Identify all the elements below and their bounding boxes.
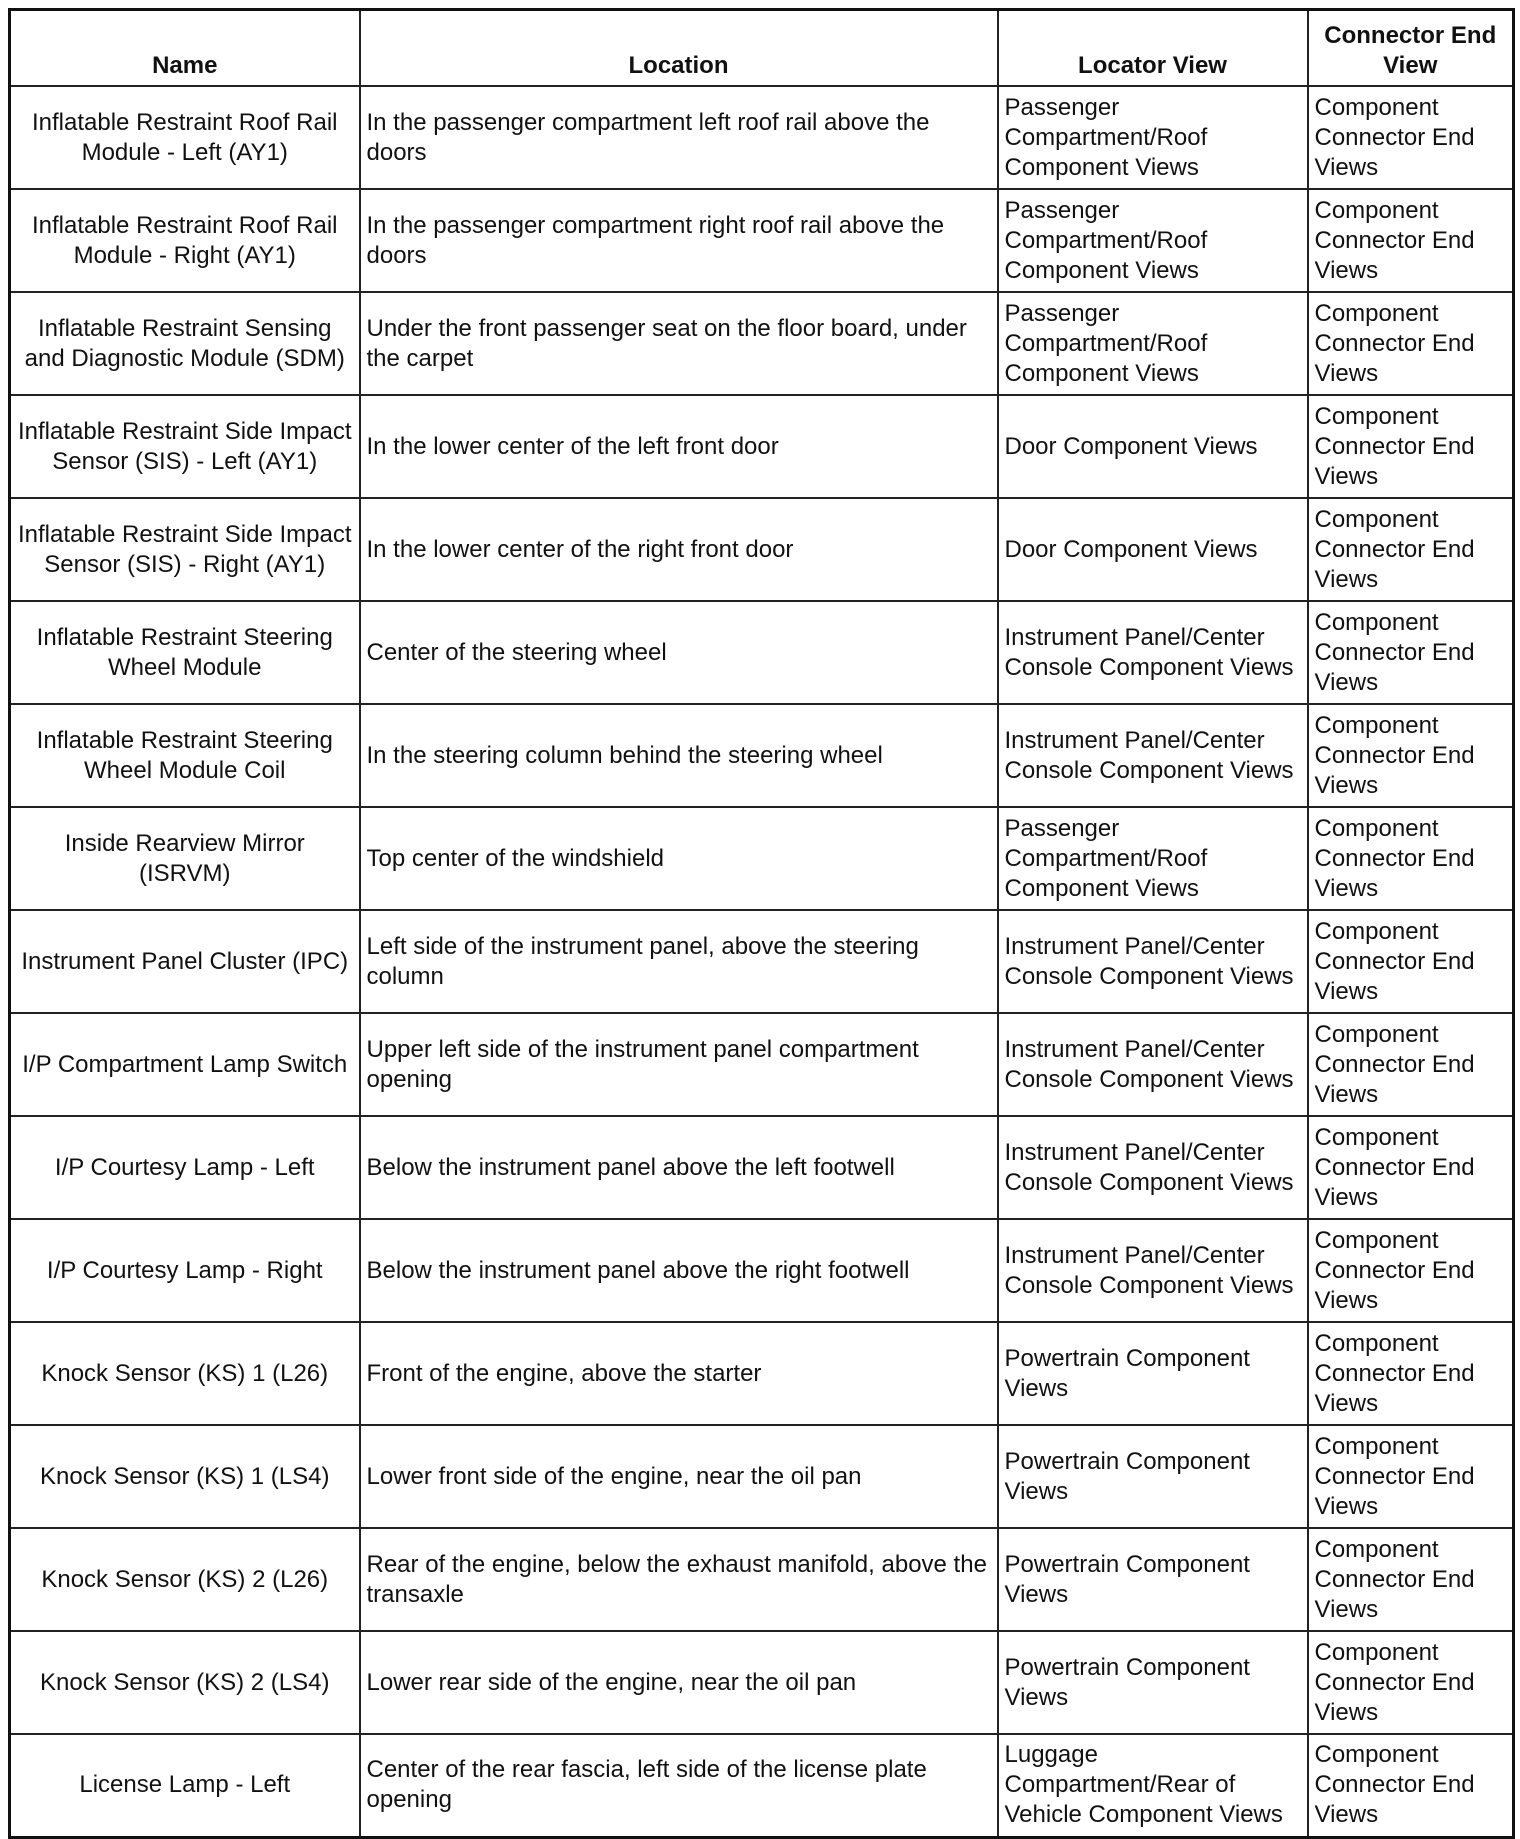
cell-location: In the passenger compartment right roof rail above the doors [360, 189, 998, 292]
cell-connector-end-view: Component Connector End Views [1308, 704, 1514, 807]
cell-location: In the lower center of the right front door [360, 498, 998, 601]
cell-connector-end-view: Component Connector End Views [1308, 807, 1514, 910]
cell-name: License Lamp - Left [10, 1734, 360, 1837]
table-row [10, 189, 1514, 292]
table-row [10, 1013, 1514, 1116]
component-locator-sheet [8, 8, 1512, 1839]
header-name: Name [10, 10, 360, 87]
cell-connector-end-view: Component Connector End Views [1308, 1322, 1514, 1425]
cell-connector-end-view: Component Connector End Views [1308, 1116, 1514, 1219]
cell-locator-view: Passenger Compartment/Roof Component Views [998, 807, 1308, 910]
cell-name: Knock Sensor (KS) 1 (L26) [10, 1322, 360, 1425]
header-connector-end-view: Connector End View [1308, 10, 1514, 87]
cell-locator-view: Instrument Panel/Center Console Component Views [998, 1013, 1308, 1116]
table-row [10, 601, 1514, 704]
table-row [10, 1425, 1514, 1528]
cell-name: I/P Compartment Lamp Switch [10, 1013, 360, 1116]
cell-name: Knock Sensor (KS) 2 (L26) [10, 1528, 360, 1631]
table-row [10, 498, 1514, 601]
header-locator-view: Locator View [998, 10, 1308, 87]
cell-location: In the lower center of the left front door [360, 395, 998, 498]
table-row [10, 1528, 1514, 1631]
cell-locator-view: Passenger Compartment/Roof Component Views [998, 189, 1308, 292]
cell-location: In the steering column behind the steering wheel [360, 704, 998, 807]
header-row [10, 10, 1514, 87]
cell-locator-view: Passenger Compartment/Roof Component Views [998, 86, 1308, 189]
cell-location: Center of the rear fascia, left side of the license plate opening [360, 1734, 998, 1837]
cell-location: In the passenger compartment left roof rail above the doors [360, 86, 998, 189]
cell-connector-end-view: Component Connector End Views [1308, 395, 1514, 498]
cell-name: Inflatable Restraint Side Impact Sensor (SIS) - Right (AY1) [10, 498, 360, 601]
cell-location: Rear of the engine, below the exhaust manifold, above the transaxle [360, 1528, 998, 1631]
cell-locator-view: Instrument Panel/Center Console Component Views [998, 704, 1308, 807]
cell-connector-end-view: Component Connector End Views [1308, 601, 1514, 704]
cell-name: Knock Sensor (KS) 2 (LS4) [10, 1631, 360, 1734]
cell-locator-view: Instrument Panel/Center Console Component Views [998, 601, 1308, 704]
cell-connector-end-view: Component Connector End Views [1308, 292, 1514, 395]
table-row [10, 704, 1514, 807]
cell-locator-view: Door Component Views [998, 498, 1308, 601]
cell-name: Inflatable Restraint Steering Wheel Module Coil [10, 704, 360, 807]
cell-locator-view: Luggage Compartment/Rear of Vehicle Component Views [998, 1734, 1308, 1837]
cell-locator-view: Powertrain Component Views [998, 1425, 1308, 1528]
cell-name: Inflatable Restraint Roof Rail Module - Right (AY1) [10, 189, 360, 292]
cell-connector-end-view: Component Connector End Views [1308, 1425, 1514, 1528]
cell-locator-view: Powertrain Component Views [998, 1528, 1308, 1631]
cell-connector-end-view: Component Connector End Views [1308, 1528, 1514, 1631]
cell-location: Upper left side of the instrument panel compartment opening [360, 1013, 998, 1116]
cell-locator-view: Powertrain Component Views [998, 1322, 1308, 1425]
table-row [10, 807, 1514, 910]
cell-locator-view: Door Component Views [998, 395, 1308, 498]
table-row [10, 910, 1514, 1013]
cell-location: Below the instrument panel above the left footwell [360, 1116, 998, 1219]
cell-name: I/P Courtesy Lamp - Left [10, 1116, 360, 1219]
table-row [10, 1219, 1514, 1322]
table-row [10, 1734, 1514, 1837]
table-row [10, 1322, 1514, 1425]
cell-connector-end-view: Component Connector End Views [1308, 1734, 1514, 1837]
table-row [10, 292, 1514, 395]
cell-connector-end-view: Component Connector End Views [1308, 86, 1514, 189]
table-row [10, 1631, 1514, 1734]
cell-locator-view: Passenger Compartment/Roof Component Views [998, 292, 1308, 395]
cell-location: Center of the steering wheel [360, 601, 998, 704]
table-row [10, 395, 1514, 498]
cell-name: Knock Sensor (KS) 1 (LS4) [10, 1425, 360, 1528]
cell-connector-end-view: Component Connector End Views [1308, 1013, 1514, 1116]
cell-name: Inflatable Restraint Roof Rail Module - Left (AY1) [10, 86, 360, 189]
cell-connector-end-view: Component Connector End Views [1308, 189, 1514, 292]
table-row [10, 1116, 1514, 1219]
cell-name: Inflatable Restraint Steering Wheel Module [10, 601, 360, 704]
cell-connector-end-view: Component Connector End Views [1308, 498, 1514, 601]
cell-location: Top center of the windshield [360, 807, 998, 910]
cell-locator-view: Instrument Panel/Center Console Component Views [998, 1219, 1308, 1322]
table-row [10, 86, 1514, 189]
cell-locator-view: Powertrain Component Views [998, 1631, 1308, 1734]
cell-location: Under the front passenger seat on the floor board, under the carpet [360, 292, 998, 395]
cell-location: Left side of the instrument panel, above the steering column [360, 910, 998, 1013]
cell-name: I/P Courtesy Lamp - Right [10, 1219, 360, 1322]
cell-name: Inside Rearview Mirror (ISRVM) [10, 807, 360, 910]
cell-location: Below the instrument panel above the right footwell [360, 1219, 998, 1322]
cell-connector-end-view: Component Connector End Views [1308, 1219, 1514, 1322]
cell-location: Lower rear side of the engine, near the oil pan [360, 1631, 998, 1734]
cell-name: Inflatable Restraint Side Impact Sensor (SIS) - Left (AY1) [10, 395, 360, 498]
cell-name: Inflatable Restraint Sensing and Diagnostic Module (SDM) [10, 292, 360, 395]
cell-locator-view: Instrument Panel/Center Console Component Views [998, 1116, 1308, 1219]
cell-name: Instrument Panel Cluster (IPC) [10, 910, 360, 1013]
cell-location: Lower front side of the engine, near the oil pan [360, 1425, 998, 1528]
header-location: Location [360, 10, 998, 87]
cell-connector-end-view: Component Connector End Views [1308, 910, 1514, 1013]
cell-locator-view: Instrument Panel/Center Console Component Views [998, 910, 1308, 1013]
component-locator-table [8, 8, 1515, 1839]
cell-connector-end-view: Component Connector End Views [1308, 1631, 1514, 1734]
cell-location: Front of the engine, above the starter [360, 1322, 998, 1425]
